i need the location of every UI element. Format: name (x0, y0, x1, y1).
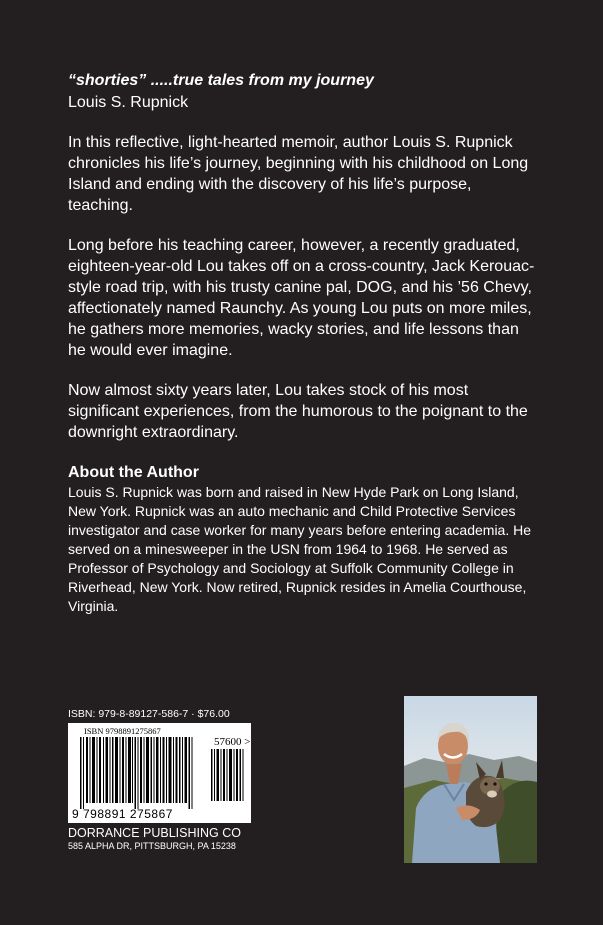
about-author-text: Louis S. Rupnick was born and raised in New Hyde Park on Long Island, New York. Rupnick was an auto mechanic and Child Protective Services investigator and case worker for many years before entering academia. He served on a minesweeper in the USN from 1964 to 1968. He served as Professor of Psychology and Sociology at Suffolk Community College in Riverhead, New York. Now retired, Rupnick resides in Amelia Courthouse, Virginia. (68, 484, 532, 614)
barcode-price-code: 57600 > (214, 736, 251, 748)
publisher-address: 585 ALPHA DR, PITTSBURGH, PA 15238 (68, 841, 236, 851)
isbn-price-line: ISBN: 979-8-89127-586-7 · $76.00 (68, 708, 230, 720)
barcode-isbn-label: ISBN 9798891275867 (84, 726, 161, 736)
back-cover-text (68, 70, 538, 616)
barcode (68, 723, 251, 823)
barcode-digits: 9 798891 275867 (72, 807, 173, 821)
description-paragraph-1: In this reflective, light-hearted memoir, author Louis S. Rupnick chronicles his life’s journey, beginning with his childhood on Long Island and ending with the discovery of his life’s purpose, teaching. (68, 134, 529, 214)
description-paragraph-2: Long before his teaching career, however, a recently graduated, eighteen-year-old Lou takes off on a cross-country, Jack Kerouac-style road trip, with his trusty canine pal, DOG, and his ’56 Chevy, affectionately named Raunchy. As young Lou puts on more miles, he gathers more memories, wacky stories, and life lessons than he would ever imagine. (68, 237, 535, 359)
about-author-heading: About the Author (68, 464, 199, 481)
author-name: Louis S. Rupnick (68, 94, 189, 111)
book-title: “shorties” .....true tales from my journey (68, 72, 374, 89)
publisher-name: DORRANCE PUBLISHING CO (68, 826, 241, 840)
description-paragraph-3: Now almost sixty years later, Lou takes stock of his most significant experiences, from the humorous to the poignant to the downright extraordinary. (68, 382, 528, 441)
author-photo (404, 696, 537, 863)
